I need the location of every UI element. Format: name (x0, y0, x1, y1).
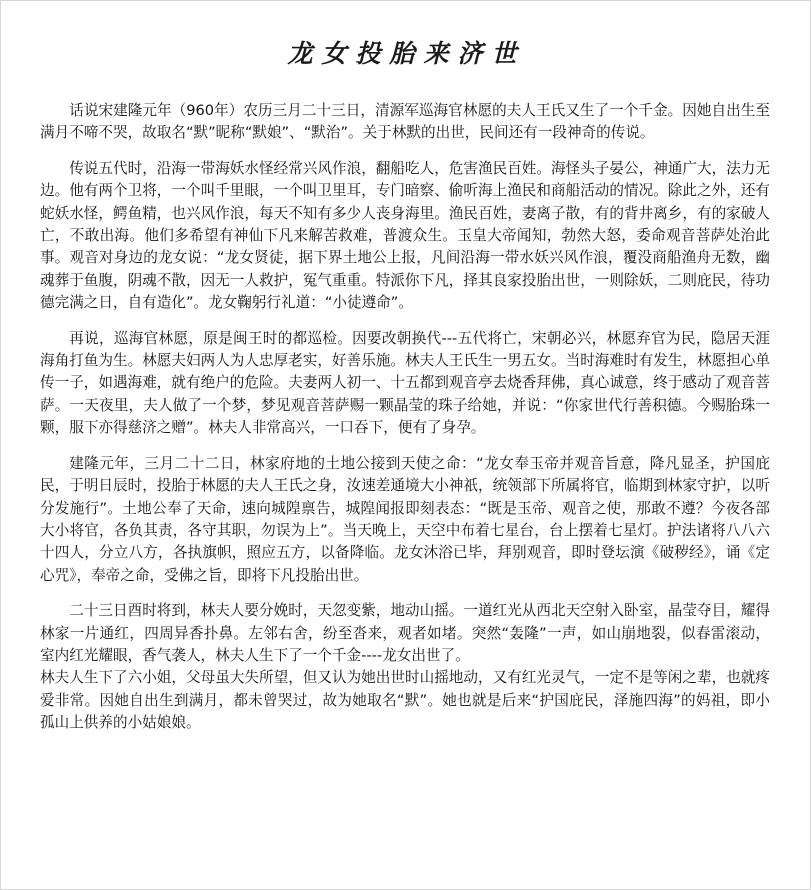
document-body (40, 100, 770, 735)
paragraph-5: 二十三日酉时将到，林夫人要分娩时，天忽变紫，地动山摇。一道红光从西北天空射入卧室，晶莹夺目，耀得林家一片通红，四周异香扑鼻。左邻右舍，纷至沓来，观者如堵。突然“轰隆”一声，如山崩地裂，似春雷滚动，室内红光耀眼，香气袭人，林夫人生下了一个千金----龙女出世了。 (40, 602, 770, 664)
paragraph-4: 建隆元年，三月二十二日，林家府地的土地公接到天使之命：“龙女奉玉帝并观音旨意，降凡显圣，护国庇民，于明日辰时，投胎于林愿的夫人王氏之身，汝速差通境大小神祇，统领部下所属将官，临期到林家守护，以听分发施行”。土地公奉了天命，速向城隍禀告，城隍闻报即刻表态：“既是玉帝、观音之使，那敢不遵？今夜各部大小将官，各负其责，各守其职，勿误为上”。当天晚上，天空中布着七星台，台上摆着七星灯。护法诸将八八六十四人，分立八方，各执旗帜，照应五方，以备降临。龙女沐浴已毕，拜别观音，即时登坛演《破秽经》，诵《定心咒》，奉帝之命，受佛之旨，即将下凡投胎出世。 (40, 454, 770, 584)
paragraph-1: 话说宋建隆元年（960年）农历三月二十三日，清源军巡海官林愿的夫人王氏又生了一个千金。因她自出生至满月不啼不哭，故取名“默”昵称“默娘”、“默治”。关于林默的出世，民间还有一段神奇的传说。 (40, 102, 770, 142)
document-title: 龙女投胎来济世 (287, 39, 526, 68)
paragraph-3: 再说，巡海官林愿，原是闽王时的都巡检。因要改朝换代---五代将亡，宋朝必兴，林愿弃官为民，隐居天涯海角打鱼为生。林愿夫妇两人为人忠厚老实，好善乐施。林夫人王氏生一男五女。当时海难时有发生，林愿担心单传一子，如遇海难，就有绝户的危险。夫妻两人初一、十五都到观音亭去烧香拜佛，真心诚意，终于感动了观音菩萨。一天夜里，夫人做了一个梦，梦见观音菩萨赐一颗晶莹的珠子给她，并说：“你家世代行善积德。今赐胎珠一颗，服下亦得慈济之赠”。林夫人非常高兴，一口吞下，便有了身孕。 (40, 329, 770, 437)
paragraph-6: 林夫人生下了六小姐，父母虽大失所望，但又认为她出世时山摇地动，又有红光灵气，一定不是等闲之辈，也就疼爱非常。因她自出生到满月，都未曾哭过，故为她取名“默”。她也就是后来“护国庇民，泽施四海”的妈祖，即小孤山上供养的小姑娘娘。 (40, 669, 770, 732)
paragraph-2: 传说五代时，沿海一带海妖水怪经常兴风作浪，翻船吃人，危害渔民百姓。海怪头子晏公，神通广大，法力无边。他有两个卫将，一个叫千里眼，一个叫卫里耳，专门暗察、偷听海上渔民和商船活动的情况。除此之外，还有蛇妖水怪，鳄鱼精，也兴风作浪，每天不知有多少人丧身海里。渔民百姓，妻离子散，有的背井离乡，有的家破人亡，不敢出海。他们多希望有神仙下凡来解苦救难，普渡众生。玉皇大帝闻知，勃然大怒，委命观音菩萨处治此事。观音对身边的龙女说：“龙女贤徒，据下界土地公上报，凡间沿海一带水妖兴风作浪，覆没商船渔舟无数，幽魂葬于鱼腹，阴魂不散，因无一人救护，冤气重重。特派你下凡，择其良家投胎出世，一则除妖，二则庇民，待功德完满之日，自有造化”。龙女鞠躬行礼道：“小徒遵命”。 (40, 159, 770, 312)
